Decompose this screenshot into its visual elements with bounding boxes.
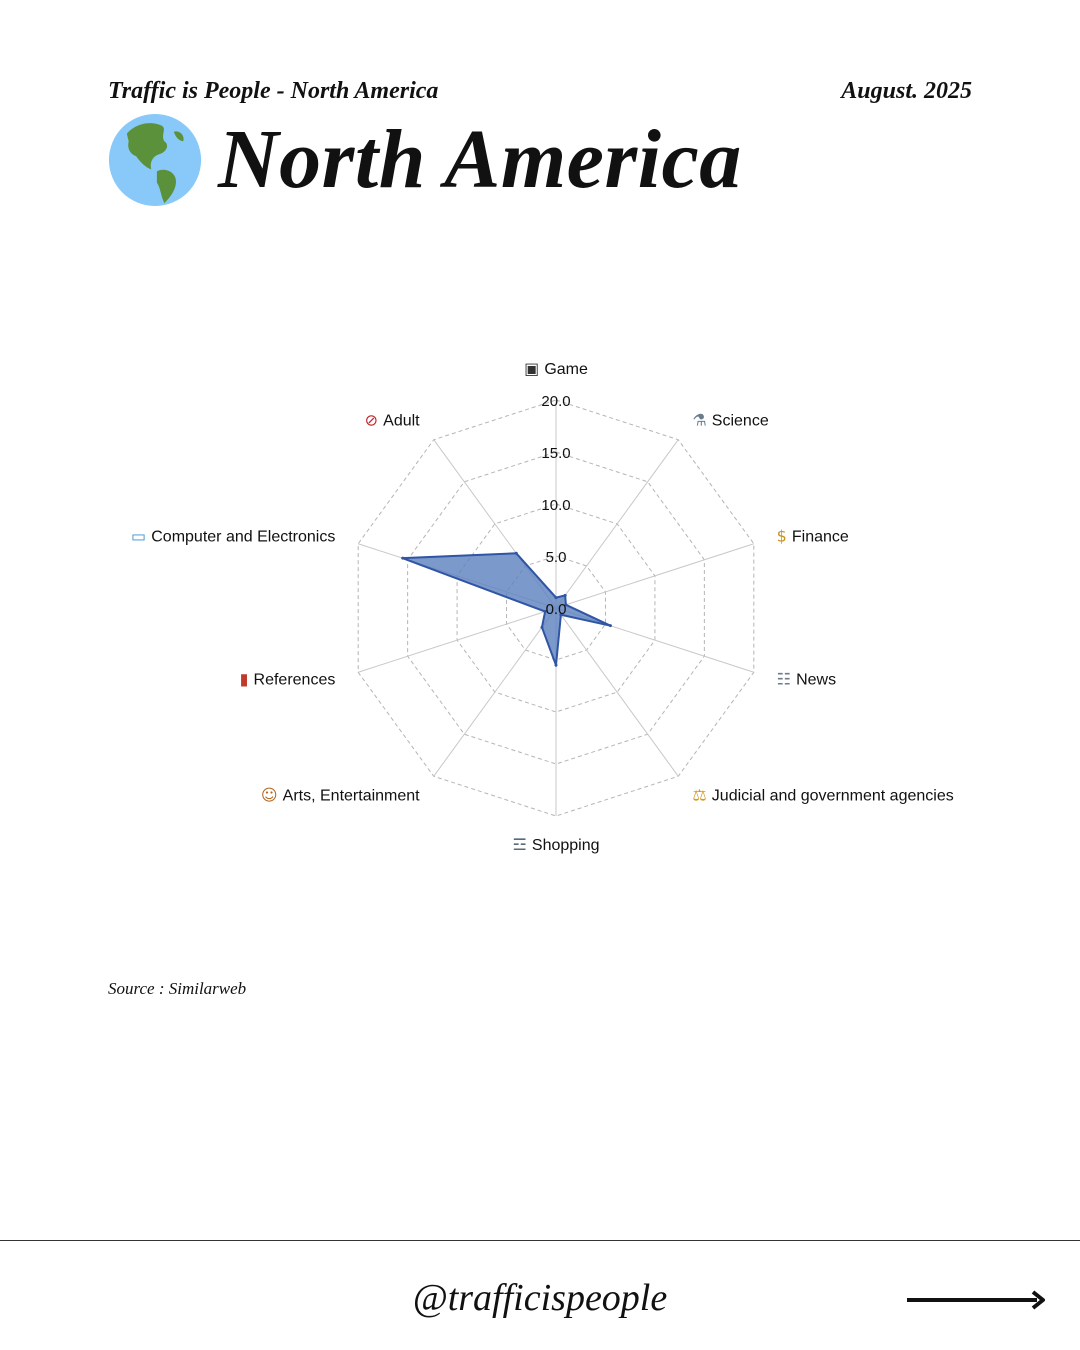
page-title: North America [218, 113, 742, 206]
axis-label-text: Shopping [531, 837, 600, 854]
tick-label: 20.0 [541, 393, 571, 410]
axis-spoke [556, 440, 678, 608]
axis-label-text: Arts, Entertainment [282, 787, 420, 805]
laptop-icon: ▭ [131, 526, 152, 546]
header-subtitle: Traffic is People - North America [108, 78, 439, 104]
axis-label-text: Computer and Electronics [151, 528, 336, 546]
data-point [609, 624, 612, 627]
arrow-right-icon[interactable] [905, 1288, 1050, 1312]
tick-label: 0.0 [545, 601, 567, 618]
bookmark-icon: ▮ [239, 669, 254, 689]
social-handle: @trafficispeople [412, 1277, 668, 1319]
microscope-icon: ⚗ [692, 410, 712, 430]
data-point [555, 596, 558, 599]
shopping-cart-icon: ☲ [512, 835, 532, 854]
axis-label-text: References [253, 671, 336, 689]
tick-label: 5.0 [545, 549, 567, 566]
axis-spoke [556, 544, 754, 608]
axis-label-text: News [796, 671, 837, 689]
axis-spoke [556, 608, 678, 776]
header-date: August. 2025 [841, 78, 972, 104]
axis-label [131, 526, 335, 545]
money-bag-icon: $ [776, 526, 792, 546]
axis-spoke [434, 608, 556, 776]
data-point [540, 626, 543, 629]
axis-label-text: Game [544, 361, 588, 378]
axis-label [524, 359, 588, 378]
no-under-18-icon: ⊘ [364, 410, 384, 430]
axis-label [512, 835, 599, 854]
axis-label-text: Judicial and government agencies [711, 787, 954, 805]
newspaper-icon: ☷ [776, 669, 797, 689]
scales-icon: ⚖ [692, 785, 712, 805]
game-controller-icon: ▣ [524, 359, 545, 378]
tick-label: 10.0 [541, 497, 571, 514]
axis-label [777, 670, 836, 689]
axis-label-text: Science [711, 412, 769, 430]
data-point [401, 557, 404, 560]
axis-label [777, 526, 849, 545]
footer-divider [0, 1240, 1080, 1241]
axis-label [365, 410, 421, 429]
axis-label-text: Finance [791, 528, 849, 546]
axis-label [261, 786, 420, 805]
axis-label-text: Adult [383, 412, 420, 430]
data-point [564, 594, 567, 597]
source-note: Source : Similarweb [108, 979, 247, 998]
data-point [515, 552, 518, 555]
tick-label: 15.0 [541, 445, 571, 462]
axis-label [692, 410, 768, 429]
data-point [555, 664, 558, 667]
artist-icon: ☺ [260, 785, 283, 805]
axis-label [240, 670, 336, 689]
axis-label [692, 786, 953, 805]
